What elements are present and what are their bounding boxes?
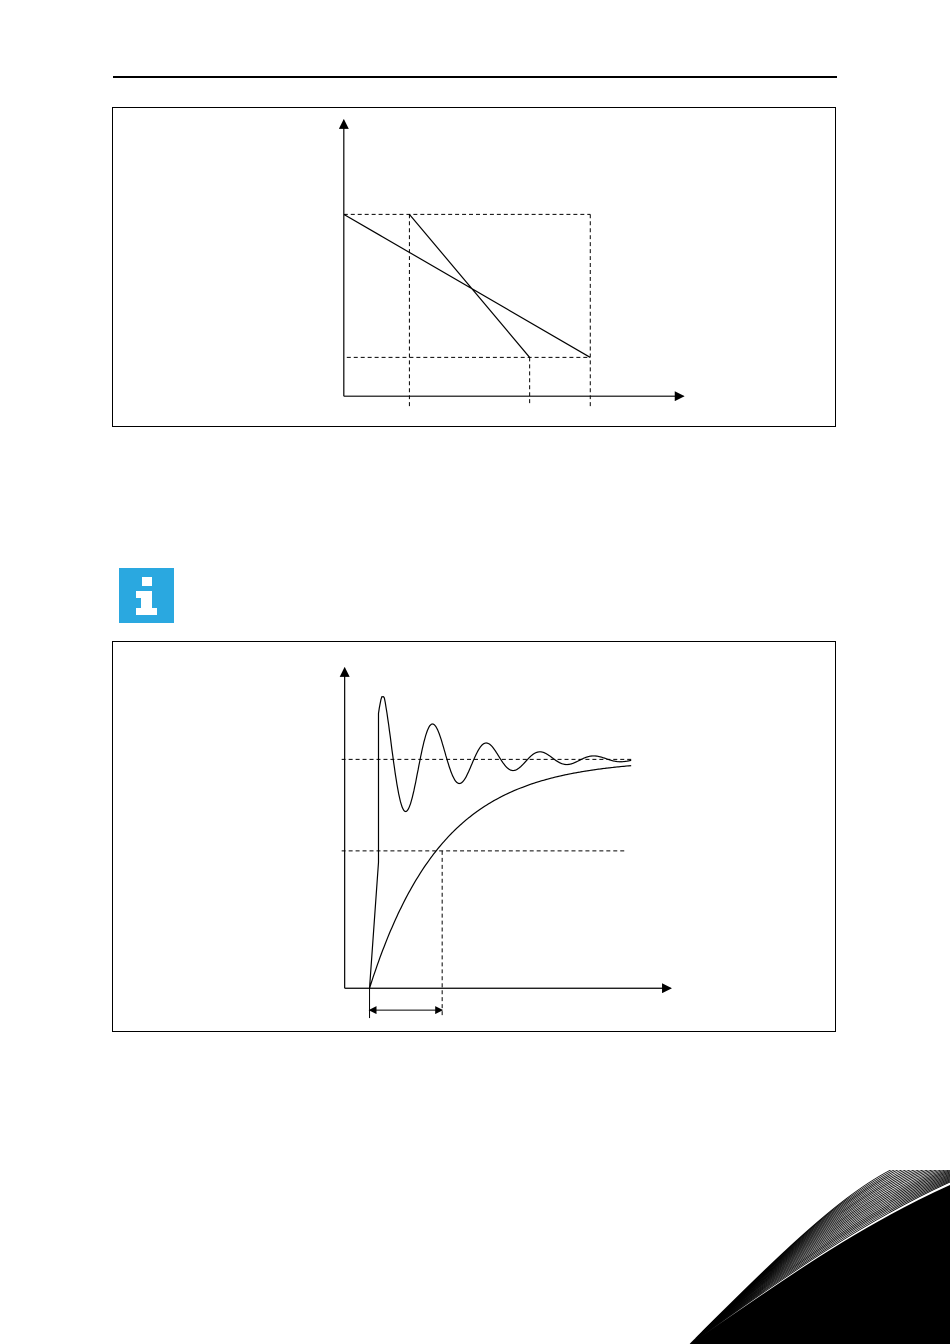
overdamped-response-curve bbox=[370, 766, 632, 989]
figure-2-diagram bbox=[112, 641, 836, 1032]
brand-swoosh bbox=[680, 1170, 950, 1344]
header-rule bbox=[113, 76, 837, 78]
info-icon bbox=[119, 568, 174, 623]
figure-1-svg bbox=[113, 108, 835, 426]
oscillating-response-curve bbox=[370, 697, 632, 989]
figure-2-svg bbox=[113, 642, 835, 1031]
figure-1-diagram bbox=[112, 107, 836, 427]
steep-ramp-line bbox=[409, 214, 529, 357]
shallow-ramp-line bbox=[344, 214, 590, 357]
